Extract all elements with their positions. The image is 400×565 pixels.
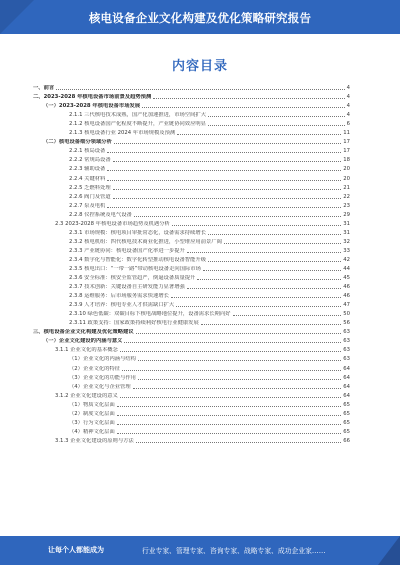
toc-entry[interactable]	[33, 309, 350, 318]
toc-entry-title: 2.2.8 仪控系统及电气设备	[69, 211, 132, 218]
toc-entry-title: 2.2.1 核岛设备	[69, 148, 106, 155]
toc-entry[interactable]	[33, 391, 350, 400]
toc-dot-leader	[114, 143, 341, 144]
toc-entry[interactable]	[33, 418, 350, 427]
toc-entry-title: 2.2.2 常规岛设备	[69, 157, 111, 164]
toc-dot-leader	[117, 406, 342, 407]
toc-dot-leader	[133, 388, 342, 389]
toc-entry-page: 64	[343, 365, 350, 372]
toc-entry[interactable]	[33, 336, 350, 345]
toc-entry[interactable]	[33, 373, 350, 382]
toc-dot-leader	[107, 180, 341, 181]
toc-entry-title: 2.2.4 关键材料	[69, 175, 106, 182]
toc-entry-title: （4）精神文化层面	[69, 428, 115, 435]
toc-entry-page: 65	[343, 428, 350, 435]
toc-entry[interactable]	[33, 400, 350, 409]
toc-entry-title: 二、2023-2028 年核电设备市场前景及趋势预测	[33, 94, 152, 101]
toc-entry[interactable]	[33, 327, 350, 336]
toc-entry-title: 2.2.6 阀门及管道	[69, 193, 111, 200]
toc-entry-page: 33	[343, 247, 350, 254]
footer-tagline: 行业专家、管理专家、咨询专家、战略专家、成功企业家……	[142, 547, 326, 555]
toc-entry-page: 6	[346, 121, 350, 128]
toc-entry-title: （一）企业文化建设的内涵与意义	[43, 338, 123, 345]
toc-dot-leader	[208, 116, 345, 117]
toc-dot-leader	[107, 207, 341, 208]
toc-dot-leader	[233, 315, 342, 316]
toc-entry-title: 2.3.5 核电出口：“一带一路”带动核电设备走向国际市场	[69, 265, 201, 272]
toc-entry-title: 2.3.3 产业链协同：核电设备国产化率进一步提升	[69, 247, 185, 254]
toc-entry-title: 3.1.2 企业文化建设的意义	[55, 392, 118, 399]
toc-entry-title: 2.3.11 政策支持：国家政策持续利好核电行业健康发展	[69, 320, 199, 327]
toc-entry-title: 三、核电设备企业文化构建及优化策略建议	[33, 329, 134, 336]
toc-entry-title: 2.3.9 人才培养：核电专业人才供需缺口扩大	[69, 302, 175, 309]
toc-entry[interactable]	[33, 345, 350, 354]
toc-entry-title: 2.3.10 绿色低碳：双碳目标下核电战略地位提升，设备需求长期向好	[69, 311, 231, 318]
toc-dot-leader	[134, 216, 341, 217]
toc-entry[interactable]	[33, 183, 350, 192]
toc-entry-title: 2.1.2 核电设备国产化程度不断提升，产业链协同效应明显	[69, 121, 206, 128]
toc-entry-page: 20	[343, 175, 350, 182]
toc-entry[interactable]	[33, 282, 350, 291]
toc-entry-title: （1）企业文化的内涵与结构	[69, 356, 136, 363]
toc-entry[interactable]	[33, 83, 350, 92]
toc-entry[interactable]	[33, 246, 350, 255]
toc-entry-page: 4	[346, 85, 350, 92]
toc-entry[interactable]	[33, 101, 350, 110]
toc-entry[interactable]	[33, 436, 350, 445]
toc-entry-title: 2.3.8 运维服务：后市场服务需求快速增长	[69, 293, 169, 300]
toc-entry[interactable]	[33, 300, 350, 309]
toc-dot-leader	[171, 297, 341, 298]
toc-entry-title: 2.3.1 市场规模：核电项目审批常态化，设备需求持续增长	[69, 229, 206, 236]
toc-entry-title: （3）企业文化的功能与作用	[69, 374, 136, 381]
toc-dot-leader	[208, 125, 345, 126]
toc-dot-leader	[138, 379, 341, 380]
toc-dot-leader	[117, 433, 342, 434]
toc-dot-leader	[113, 161, 342, 162]
page-header	[0, 0, 400, 34]
toc-entry-page: 46	[343, 293, 350, 300]
toc-entry[interactable]	[33, 228, 350, 237]
toc-entry-page: 29	[343, 211, 350, 218]
toc-entry-page: 4	[346, 112, 350, 119]
toc-entry-page: 65	[343, 401, 350, 408]
toc-entry[interactable]	[33, 382, 350, 391]
toc-entry-title: 2.1.1 三代核电技术成熟，国产化加速推进，市场空间扩大	[69, 112, 206, 119]
toc-entry-page: 18	[343, 157, 350, 164]
toc-dot-leader	[208, 234, 341, 235]
toc-entry-page: 31	[343, 220, 350, 227]
toc-entry[interactable]	[33, 155, 350, 164]
toc-entry-title: （3）行为文化层面	[69, 419, 115, 426]
toc-entry[interactable]	[33, 92, 350, 101]
toc-entry[interactable]	[33, 273, 350, 282]
toc-dot-leader	[113, 189, 342, 190]
toc-dot-leader	[136, 333, 342, 334]
toc-entry-page: 21	[343, 184, 350, 191]
toc-entry[interactable]	[33, 201, 350, 210]
toc-entry-page: 63	[343, 338, 350, 345]
toc-dot-leader	[187, 288, 341, 289]
toc-entry[interactable]	[33, 255, 350, 264]
toc-entry[interactable]	[33, 291, 350, 300]
toc-entry[interactable]	[33, 237, 350, 246]
toc-entry-title: 2.3.7 技术创新：关键设备自主研发能力显著增强	[69, 284, 185, 291]
toc-entry-title: 2.3.2 核电机组：四代核电技术商业化推进，小型堆应用前景广阔	[69, 238, 222, 245]
toc-entry-title: （1）物质文化层面	[69, 401, 115, 408]
toc-entry-page: 4	[346, 94, 350, 101]
toc-entry-title: 2.1.3 核电设备行业 2024 年市场规模及预测	[69, 130, 176, 137]
toc-entry-title: 2.2.3 辅助设备	[69, 166, 106, 173]
toc-dot-leader	[187, 252, 341, 253]
toc-entry-page: 50	[343, 311, 350, 318]
report-title: 核电设备企业文化构建及优化策略研究报告	[88, 11, 312, 25]
toc-entry[interactable]	[33, 318, 350, 327]
toc-dot-leader	[120, 397, 341, 398]
toc-entry-title: 一、前言	[33, 85, 55, 92]
toc-entry-title: （4）企业文化与企业管理	[69, 383, 131, 390]
toc-entry[interactable]	[33, 128, 350, 137]
toc-entry-page: 32	[343, 238, 350, 245]
toc-dot-leader	[120, 351, 341, 352]
toc-heading: 内容目录	[171, 59, 228, 74]
toc-entry-page: 22	[343, 193, 350, 200]
toc-dot-leader	[224, 243, 341, 244]
toc-entry-page: 17	[343, 148, 350, 155]
toc-entry-page: 44	[343, 265, 350, 272]
toc-entry-page: 17	[343, 139, 350, 146]
footer-corner-decoration	[378, 536, 400, 565]
toc-entry-title: 2.2.7 泵及电机	[69, 202, 106, 209]
footer-slogan: 让每个人都能成为	[48, 546, 104, 554]
toc-entry-page: 47	[343, 302, 350, 309]
toc-entry[interactable]	[33, 409, 350, 418]
toc-dot-leader	[117, 415, 342, 416]
toc-entry-page: 63	[343, 356, 350, 363]
toc-dot-leader	[203, 270, 341, 271]
page-footer	[0, 536, 400, 565]
toc-entry-title: （二）核电设备细分领域分析	[43, 139, 112, 146]
toc-entry[interactable]	[33, 210, 350, 219]
toc-dot-leader	[122, 370, 341, 371]
toc-entry[interactable]	[33, 173, 350, 182]
toc-entry-title: 2.2.5 乏燃料处理	[69, 184, 111, 191]
toc-entry-title: 2.3.6 安全标准：核安全监管趋严，倒逼设备质量提升	[69, 275, 196, 282]
toc-dot-leader	[107, 170, 341, 171]
toc-entry-title: （2）企业文化的特征	[69, 365, 121, 372]
toc-entry[interactable]	[33, 119, 350, 128]
toc-entry[interactable]	[33, 219, 350, 228]
toc-entry-title: 2.3.4 数字化与智能化：数字化转型推动核电设备智能升级	[69, 256, 206, 263]
toc-entry[interactable]	[33, 427, 350, 436]
toc-entry-page: 64	[343, 383, 350, 390]
toc-entry[interactable]	[33, 110, 350, 119]
toc-entry-page: 11	[343, 130, 350, 137]
toc-dot-leader	[56, 89, 344, 90]
toc-entry-page: 66	[343, 437, 350, 444]
toc-entry-page: 65	[343, 419, 350, 426]
toc-entry-page: 63	[343, 329, 350, 336]
toc-entry-page: 31	[343, 229, 350, 236]
toc-entry-title: 3.1.3 企业文化建设的原则与方法	[55, 437, 134, 444]
toc-entry-title: 2.3 2023-2028 年核电设备市场趋势及机遇分析	[55, 220, 170, 227]
toc-entry-page: 20	[343, 166, 350, 173]
toc-dot-leader	[138, 360, 341, 361]
toc-entry[interactable]	[33, 363, 350, 372]
toc-entry-title: （2）制度文化层面	[69, 410, 115, 417]
toc-dot-leader	[117, 424, 342, 425]
toc-dot-leader	[153, 98, 344, 99]
toc-entry-title: （一）2023-2028 年核电设备市场发展	[43, 103, 141, 110]
toc-entry-page: 46	[343, 284, 350, 291]
toc-entry[interactable]	[33, 164, 350, 173]
toc-entry[interactable]	[33, 354, 350, 363]
toc-entry-page: 56	[343, 320, 350, 327]
toc-entry-page: 63	[343, 347, 350, 354]
toc-dot-leader	[107, 152, 341, 153]
toc-dot-leader	[113, 198, 342, 199]
toc-entry-page: 64	[343, 374, 350, 381]
toc-dot-leader	[201, 324, 341, 325]
toc-dot-leader	[142, 107, 345, 108]
table-of-contents	[33, 83, 350, 445]
toc-dot-leader	[208, 261, 341, 262]
toc-entry-page: 45	[343, 275, 350, 282]
toc-entry[interactable]	[33, 192, 350, 201]
toc-dot-leader	[177, 134, 341, 135]
toc-dot-leader	[197, 279, 341, 280]
toc-dot-leader	[176, 306, 341, 307]
toc-entry-page: 23	[343, 202, 350, 209]
toc-entry-page: 65	[343, 410, 350, 417]
toc-dot-leader	[124, 342, 341, 343]
toc-entry[interactable]	[33, 137, 350, 146]
toc-dot-leader	[172, 225, 341, 226]
toc-entry-title: 3.1.1 企业文化的基本概念	[55, 347, 118, 354]
toc-dot-leader	[136, 442, 342, 443]
toc-entry-page: 42	[343, 256, 350, 263]
toc-entry-page: 4	[346, 103, 350, 110]
toc-entry[interactable]	[33, 264, 350, 273]
toc-entry-page: 64	[343, 392, 350, 399]
toc-entry[interactable]	[33, 146, 350, 155]
